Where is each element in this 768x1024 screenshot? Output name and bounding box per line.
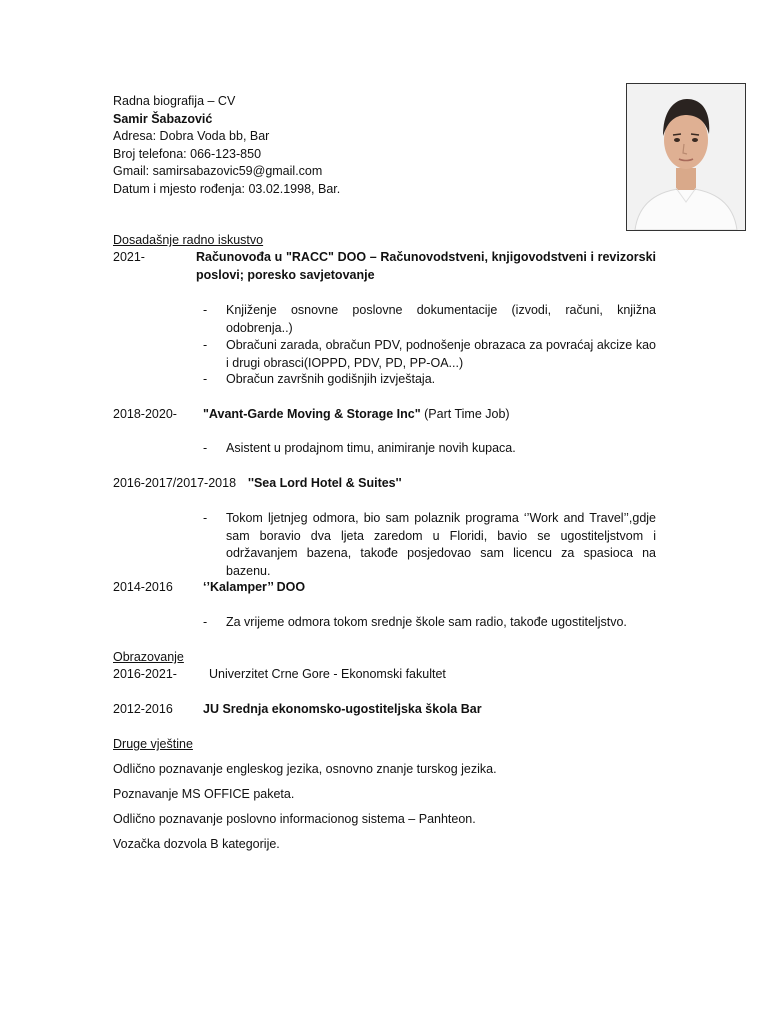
skills-heading: Druge vještine: [113, 737, 193, 751]
bullet-text: Obračuni zarada, obračun PDV, podnošenje obrazaca za povraćaj akcize kao i drugi obrasci(IOPPD, PDV, PD, PP-OA...): [226, 338, 656, 370]
job-title: ''Sea Lord Hotel & Suites'': [248, 476, 402, 490]
bullet-text: Knjiženje osnovne poslovne dokumentacije (izvodi, računi, knjižna odobrenja..): [226, 303, 656, 335]
education-heading: Obrazovanje: [113, 650, 184, 664]
document-title: Radna biografija – CV: [113, 94, 236, 108]
bullet-dash: -: [203, 615, 208, 629]
email-line: Gmail: samirsabazovic59@gmail.com: [113, 164, 323, 178]
education-school: Univerzitet Crne Gore - Ekonomski fakultet: [209, 667, 446, 681]
bullet-text: Obračun završnih godišnjih izvještaja.: [226, 372, 436, 386]
job-entry: [113, 475, 658, 493]
job-title: ‘’Kalamper’’ DOO: [203, 580, 306, 594]
job-bullet: [113, 614, 658, 632]
skill-item: Odlično poznavanje engleskog jezika, osnovno znanje turskog jezika.: [113, 762, 497, 776]
education-entry: [113, 701, 658, 719]
job-title: [196, 249, 656, 284]
skill-item: Vozačka dozvola B kategorije.: [113, 837, 280, 851]
bullet-dash: -: [203, 372, 208, 386]
job-title-text: Računovođa u "RACC" DOO – Računovodstveni, knjigovodstveni i revizorski poslovi; poresko savjetovanje: [196, 250, 656, 282]
job-years: 2016-2017/2017-2018: [113, 476, 237, 490]
experience-heading: Dosadašnje radno iskustvo: [113, 233, 264, 247]
skill-item: Odlično poznavanje poslovno informacionog sistema – Panhteon.: [113, 812, 476, 826]
full-name: Samir Šabazović: [113, 111, 213, 126]
bullet-text: Za vrijeme odmora tokom srednje škole sam radio, takođe ugostiteljstvo.: [226, 615, 627, 629]
education-school: JU Srednja ekonomsko-ugostiteljska škola Bar: [203, 702, 482, 716]
job-bullet: [113, 371, 658, 389]
education-entry: [113, 666, 658, 684]
bullet-text: Tokom ljetnjeg odmora, bio sam polaznik programa ‘’Work and Travel’’,gdje sam boravio dva ljeta zaredom u Floridi, bavio se ugostiteljstvom i održavanjem bazena, takođe posjedovao sam licencu za spasioca na bazenu.: [226, 511, 656, 578]
job-note: (Part Time Job): [420, 407, 510, 421]
personal-info: [113, 93, 613, 198]
job-bullet: [113, 440, 658, 458]
job-entry: [113, 579, 658, 597]
skill-item: Poznavanje MS OFFICE paketa.: [113, 787, 295, 801]
birth-line: Datum i mjesto rođenja: 03.02.1998, Bar.: [113, 181, 341, 196]
bullet-text: Asistent u prodajnom timu, animiranje novih kupaca.: [226, 441, 516, 455]
education-years: 2012-2016: [113, 702, 173, 716]
job-entry: [113, 249, 658, 285]
job-entry: [113, 406, 658, 424]
address-line: Adresa: Dobra Voda bb, Bar: [113, 129, 270, 143]
bullet-dash: -: [203, 441, 208, 455]
phone-line: Broj telefona: 066-123-850: [113, 146, 262, 161]
education-years: 2016-2021-: [113, 667, 177, 681]
bullet-dash: -: [203, 338, 208, 352]
job-years: 2018-2020-: [113, 407, 177, 421]
job-title-text: "Avant-Garde Moving & Storage Inc": [203, 407, 421, 421]
portrait-photo: [626, 83, 746, 231]
bullet-dash: -: [203, 511, 208, 525]
job-bullet: [113, 337, 658, 373]
job-bullet: [113, 302, 658, 338]
portrait-icon: [627, 84, 745, 230]
job-years: 2014-2016: [113, 580, 173, 594]
job-years: 2021-: [113, 250, 145, 264]
bullet-dash: -: [203, 303, 208, 317]
job-title: [203, 406, 510, 424]
job-bullet: [113, 510, 658, 578]
